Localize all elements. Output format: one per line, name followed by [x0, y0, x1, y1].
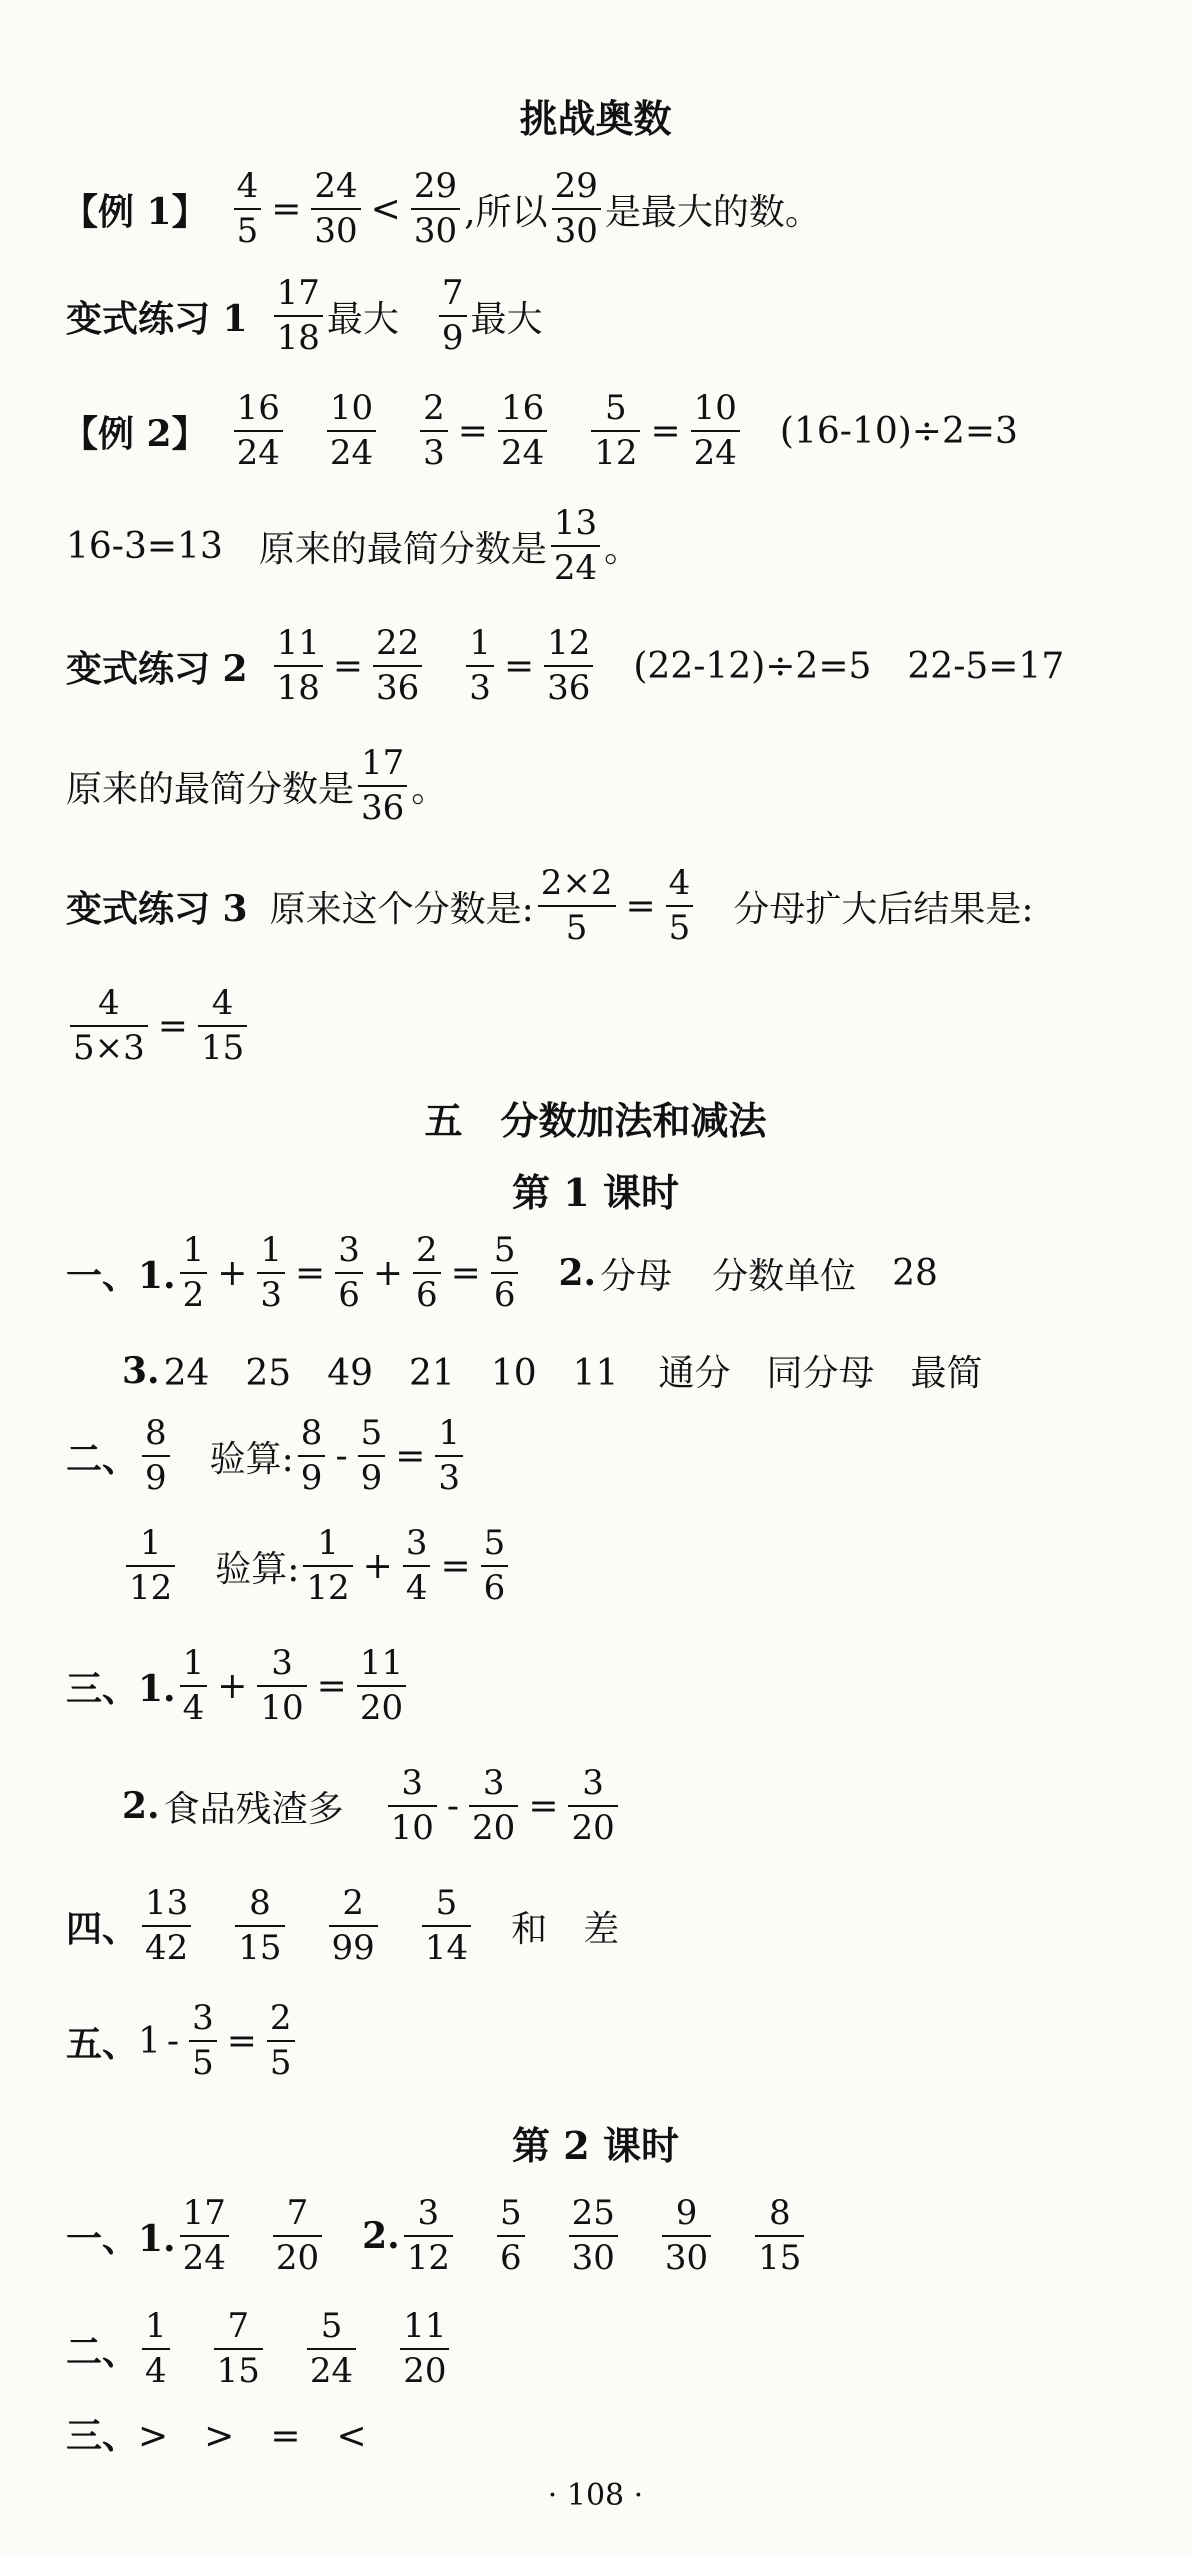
- variant-2: [66, 625, 1064, 708]
- numerator: 2: [269, 1998, 292, 2038]
- operator: -: [335, 1435, 348, 1477]
- fraction: [234, 168, 262, 251]
- numerator: 10: [329, 388, 374, 428]
- question-label: 2.: [122, 1785, 160, 1828]
- denominator: 6: [338, 1275, 360, 1316]
- numerator: 17: [182, 2193, 226, 2233]
- numerator: 5: [360, 1413, 383, 1453]
- denominator: 42: [145, 1928, 189, 1969]
- lesson-2-title-text: 第 2 课时: [512, 2123, 679, 2168]
- calculation: (22-12)÷2=5: [633, 645, 872, 687]
- operator: =: [332, 645, 364, 687]
- numerator: 17: [361, 743, 405, 783]
- denominator: 24: [500, 433, 545, 474]
- fraction: [198, 985, 247, 1068]
- numerator: 5: [499, 2193, 522, 2233]
- denominator: 4: [405, 1568, 428, 1609]
- fraction: [311, 168, 360, 251]
- numerator: 13: [145, 1883, 189, 1923]
- operator: =: [295, 1252, 326, 1294]
- operator: =: [650, 410, 681, 452]
- denominator: 2: [182, 1275, 205, 1316]
- question-1-3: [122, 1345, 983, 1396]
- denominator: 20: [403, 2351, 447, 2392]
- numerator: 5: [493, 1230, 516, 1270]
- numerator: 1: [182, 1230, 205, 1270]
- fraction: [551, 505, 600, 588]
- denominator: 12: [406, 2238, 450, 2279]
- question-4: [66, 1885, 619, 1968]
- denominator: 30: [413, 211, 458, 252]
- text: 原来的最简分数是: [66, 768, 355, 810]
- numerator: 1: [145, 2306, 167, 2346]
- lesson-2-question-3: [66, 2408, 367, 2459]
- denominator: 24: [693, 433, 737, 474]
- answer: 分母: [600, 1255, 673, 1297]
- fraction: [274, 625, 323, 708]
- numerator: 29: [554, 166, 598, 206]
- fraction: [439, 275, 467, 358]
- operator: +: [217, 1252, 248, 1294]
- denominator: 4: [182, 1688, 205, 1729]
- calculation: 22-5=17: [907, 645, 1065, 687]
- numerator: 5: [320, 2306, 343, 2346]
- text: 最大: [470, 298, 543, 340]
- numerator: 3: [401, 1763, 424, 1803]
- numerator: 2×2: [540, 863, 613, 903]
- fraction: [327, 390, 376, 473]
- fraction: [404, 2195, 453, 2278]
- fraction: [358, 745, 407, 828]
- denominator: 6: [483, 1568, 506, 1609]
- numerator: 4: [98, 983, 120, 1023]
- fraction: [755, 2195, 804, 2278]
- answer: 24 25 49 21 10 11: [163, 1353, 619, 1394]
- variant-3: [66, 865, 1033, 948]
- fraction: [466, 625, 494, 708]
- example-2-line-2: [66, 505, 640, 588]
- denominator: 20: [275, 2238, 320, 2279]
- numerator: 7: [441, 273, 464, 313]
- numerator: 2: [423, 388, 445, 428]
- fraction: [257, 1645, 306, 1728]
- fraction: [234, 390, 283, 473]
- numerator: 2: [342, 1883, 364, 1923]
- denominator: 20: [472, 1808, 516, 1849]
- numerator: 11: [276, 623, 320, 663]
- denominator: 30: [664, 2238, 709, 2279]
- numerator: 3: [582, 1763, 604, 1803]
- fraction: [413, 1232, 441, 1315]
- question-5: [66, 2000, 299, 2083]
- fraction: [126, 1525, 175, 1608]
- lesson-2-question-2: [66, 2308, 453, 2391]
- numerator: 1: [469, 623, 491, 663]
- page-number: [0, 2478, 1191, 2513]
- fraction: [329, 1885, 378, 1968]
- question-2: [66, 1415, 467, 1498]
- operator: =: [157, 1005, 188, 1047]
- example-1-label: 【例 1】: [62, 190, 208, 233]
- fraction: [189, 2000, 217, 2083]
- operator: =: [503, 645, 535, 687]
- fraction: [388, 1765, 437, 1848]
- question-label: 五、: [66, 2022, 139, 2065]
- denominator: 9: [300, 1458, 323, 1499]
- question-label: 一、1.: [66, 1254, 176, 1297]
- denominator: 36: [376, 668, 420, 709]
- fraction: [142, 2308, 170, 2391]
- denominator: 36: [547, 668, 591, 709]
- question-label: 3.: [122, 1349, 160, 1392]
- numerator: 3: [192, 1998, 214, 2038]
- variant-1: [66, 275, 543, 358]
- fraction: [400, 2308, 449, 2391]
- numerator: 16: [500, 388, 545, 428]
- fraction: [544, 625, 593, 708]
- denominator: 20: [571, 1808, 615, 1849]
- fraction: [357, 1645, 406, 1728]
- denominator: 15: [200, 1028, 245, 1069]
- fraction: [142, 1885, 191, 1968]
- numerator: 25: [571, 2193, 615, 2233]
- numerator: 8: [300, 1413, 323, 1453]
- question-label: 二、: [66, 2330, 139, 2373]
- variant-2-label: 变式练习 2: [66, 647, 248, 690]
- operator: -: [166, 2020, 180, 2062]
- denominator: 12: [306, 1568, 350, 1609]
- denominator: 14: [424, 1928, 469, 1969]
- denominator: 3: [423, 433, 445, 474]
- denominator: 6: [499, 2238, 522, 2279]
- fraction: [403, 1525, 431, 1608]
- operator: +: [372, 1252, 404, 1294]
- numerator: 24: [314, 166, 358, 206]
- denominator: 10: [260, 1688, 304, 1729]
- operator: =: [395, 1435, 426, 1477]
- fraction: [691, 390, 740, 473]
- operator: +: [362, 1545, 393, 1587]
- variant-2-line-2: [66, 745, 447, 828]
- numerator: 4: [668, 863, 691, 903]
- fraction: [180, 1232, 208, 1315]
- number: 1: [138, 2020, 161, 2062]
- operator: =: [457, 410, 488, 452]
- numerator: 7: [286, 2193, 309, 2233]
- operator: =: [226, 2020, 257, 2062]
- question-label: 三、: [66, 2415, 139, 2457]
- numerator: 29: [413, 166, 458, 206]
- answer: 通分: [658, 1353, 731, 1394]
- denominator: 6: [493, 1275, 516, 1316]
- fraction: [142, 1415, 170, 1498]
- denominator: 20: [359, 1688, 404, 1729]
- question-2-part-2: [122, 1525, 512, 1608]
- answer: 同分母: [766, 1353, 875, 1394]
- numerator: 8: [249, 1883, 271, 1923]
- section-title-text: 挑战奥数: [519, 96, 672, 141]
- fraction: [491, 1232, 519, 1315]
- numerator: 16: [236, 388, 280, 428]
- fraction: [420, 390, 448, 473]
- numerator: 11: [359, 1643, 404, 1683]
- operator: -: [446, 1785, 460, 1827]
- numerator: 3: [405, 1523, 428, 1563]
- text: 。: [411, 768, 448, 810]
- answer: 最简: [910, 1353, 983, 1394]
- operator: =: [625, 885, 656, 927]
- numerator: 17: [276, 273, 320, 313]
- numerator: 13: [553, 503, 598, 543]
- numerator: 5: [483, 1523, 506, 1563]
- question-label: 三、1.: [66, 1667, 176, 1710]
- numerator: 2: [416, 1230, 438, 1270]
- lesson-1-title-text: 第 1 课时: [512, 1170, 679, 1215]
- fraction: [591, 390, 640, 473]
- question-label: 2.: [362, 2215, 400, 2258]
- denominator: 9: [360, 1458, 383, 1499]
- numerator: 4: [211, 983, 234, 1023]
- text: ,所以: [464, 191, 548, 233]
- answer: 食品残渣多: [163, 1788, 344, 1830]
- denominator: 6: [416, 1275, 438, 1316]
- denominator: 12: [594, 433, 638, 474]
- fraction: [552, 168, 601, 251]
- fraction: [214, 2308, 263, 2391]
- question-label: 2.: [558, 1252, 597, 1295]
- denominator: 24: [182, 2238, 226, 2279]
- numerator: 11: [403, 2306, 447, 2346]
- numerator: 1: [182, 1643, 205, 1683]
- example-1: [62, 168, 821, 251]
- denominator: 30: [571, 2238, 615, 2279]
- numerator: 8: [768, 2193, 791, 2233]
- fraction: [273, 2195, 322, 2278]
- operator: =: [440, 1545, 471, 1587]
- numerator: 12: [547, 623, 591, 663]
- numerator: 1: [317, 1523, 339, 1563]
- denominator: 99: [331, 1928, 375, 1969]
- text: 最大: [326, 298, 399, 340]
- operator: +: [217, 1665, 248, 1707]
- fraction: [497, 2195, 525, 2278]
- fraction: [538, 865, 616, 948]
- answer: > > = <: [138, 2416, 367, 2457]
- fraction: [422, 1885, 471, 1968]
- fraction: [70, 985, 148, 1068]
- numerator: 5: [605, 388, 627, 428]
- denominator: 10: [390, 1808, 434, 1849]
- fraction: [298, 1415, 326, 1498]
- fraction: [335, 1232, 363, 1315]
- question-3: [66, 1645, 410, 1728]
- unit-title: [0, 1090, 1191, 1145]
- question-label: 二、: [66, 1437, 139, 1480]
- numerator: 22: [376, 623, 420, 663]
- fraction: [498, 390, 547, 473]
- denominator: 5: [192, 2043, 214, 2084]
- denominator: 18: [276, 318, 320, 359]
- operator: =: [271, 188, 302, 230]
- numerator: 1: [139, 1523, 162, 1563]
- lesson-2-question-1: [66, 2195, 808, 2278]
- fraction: [274, 275, 323, 358]
- numerator: 10: [693, 388, 737, 428]
- fraction: [180, 2195, 229, 2278]
- fraction: [358, 1415, 386, 1498]
- fraction: [666, 865, 694, 948]
- question-label: 四、: [66, 1907, 139, 1950]
- calculation: (16-10)÷2=3: [779, 410, 1018, 452]
- answer: 差: [583, 1908, 620, 1950]
- numerator: 8: [145, 1413, 167, 1453]
- fraction: [569, 2195, 618, 2278]
- numerator: 3: [482, 1763, 505, 1803]
- fraction: [373, 625, 422, 708]
- fraction: [235, 1885, 284, 1968]
- question-1: [66, 1232, 938, 1315]
- denominator: 3: [469, 668, 491, 709]
- denominator: 4: [145, 2351, 167, 2392]
- fraction: [267, 2000, 295, 2083]
- answer: 和: [511, 1908, 548, 1950]
- example-2: [62, 390, 1018, 473]
- text: 验算:: [209, 1438, 294, 1480]
- fraction: [435, 1415, 463, 1498]
- fraction: [662, 2195, 711, 2278]
- text: 是最大的数。: [604, 191, 821, 233]
- fraction: [307, 2308, 356, 2391]
- denominator: 15: [238, 1928, 282, 1969]
- operator: =: [316, 1665, 347, 1707]
- section-title: [0, 88, 1191, 143]
- question-label: 一、1.: [66, 2217, 176, 2260]
- denominator: 5: [236, 211, 259, 252]
- denominator: 18: [276, 668, 320, 709]
- variant-3-line-2: [66, 985, 251, 1068]
- denominator: 12: [129, 1568, 173, 1609]
- variant-3-label: 变式练习 3: [66, 887, 248, 930]
- lesson-1-title: [0, 1162, 1191, 1217]
- fraction: [469, 1765, 518, 1848]
- operator: =: [450, 1252, 481, 1294]
- denominator: 5×3: [73, 1028, 145, 1069]
- text: 。: [604, 528, 641, 570]
- denominator: 5: [269, 2043, 292, 2084]
- example-2-label: 【例 2】: [62, 412, 208, 455]
- denominator: 30: [314, 211, 358, 252]
- numerator: 5: [435, 1883, 458, 1923]
- numerator: 1: [438, 1413, 461, 1453]
- numerator: 3: [338, 1230, 360, 1270]
- denominator: 24: [553, 548, 598, 589]
- fraction: [481, 1525, 509, 1608]
- fraction: [411, 168, 460, 251]
- text: 分母扩大后结果是:: [733, 888, 1034, 930]
- numerator: 7: [227, 2306, 250, 2346]
- denominator: 9: [441, 318, 464, 359]
- denominator: 24: [309, 2351, 354, 2392]
- denominator: 3: [438, 1458, 461, 1499]
- numerator: 3: [417, 2193, 440, 2233]
- answer: 28: [892, 1252, 938, 1294]
- denominator: 15: [216, 2351, 260, 2392]
- denominator: 5: [668, 908, 691, 949]
- denominator: 24: [236, 433, 280, 474]
- fraction: [257, 1232, 285, 1315]
- numerator: 9: [675, 2193, 698, 2233]
- denominator: 3: [260, 1275, 283, 1316]
- unit-title-text: 五 分数加法和减法: [424, 1098, 767, 1143]
- denominator: 30: [554, 211, 598, 252]
- denominator: 36: [361, 788, 405, 829]
- question-3-2: [122, 1765, 622, 1848]
- answer: 分数单位: [712, 1255, 857, 1297]
- numerator: 3: [271, 1643, 293, 1683]
- calculation: 16-3=13: [66, 525, 223, 567]
- denominator: 5: [565, 908, 588, 949]
- operator: =: [528, 1785, 559, 1827]
- fraction: [568, 1765, 617, 1848]
- fraction: [180, 1645, 208, 1728]
- denominator: 9: [145, 1458, 167, 1499]
- operator: <: [370, 188, 401, 230]
- page-number-text: · 108 ·: [547, 2478, 644, 2513]
- denominator: 24: [329, 433, 374, 474]
- numerator: 1: [260, 1230, 283, 1270]
- fraction: [303, 1525, 352, 1608]
- text: 原来这个分数是:: [269, 888, 534, 930]
- text: 原来的最简分数是: [258, 528, 547, 570]
- text: 验算:: [215, 1548, 300, 1590]
- denominator: 15: [758, 2238, 802, 2279]
- numerator: 4: [236, 166, 259, 206]
- lesson-2-title: [0, 2115, 1191, 2170]
- variant-1-label: 变式练习 1: [66, 297, 248, 340]
